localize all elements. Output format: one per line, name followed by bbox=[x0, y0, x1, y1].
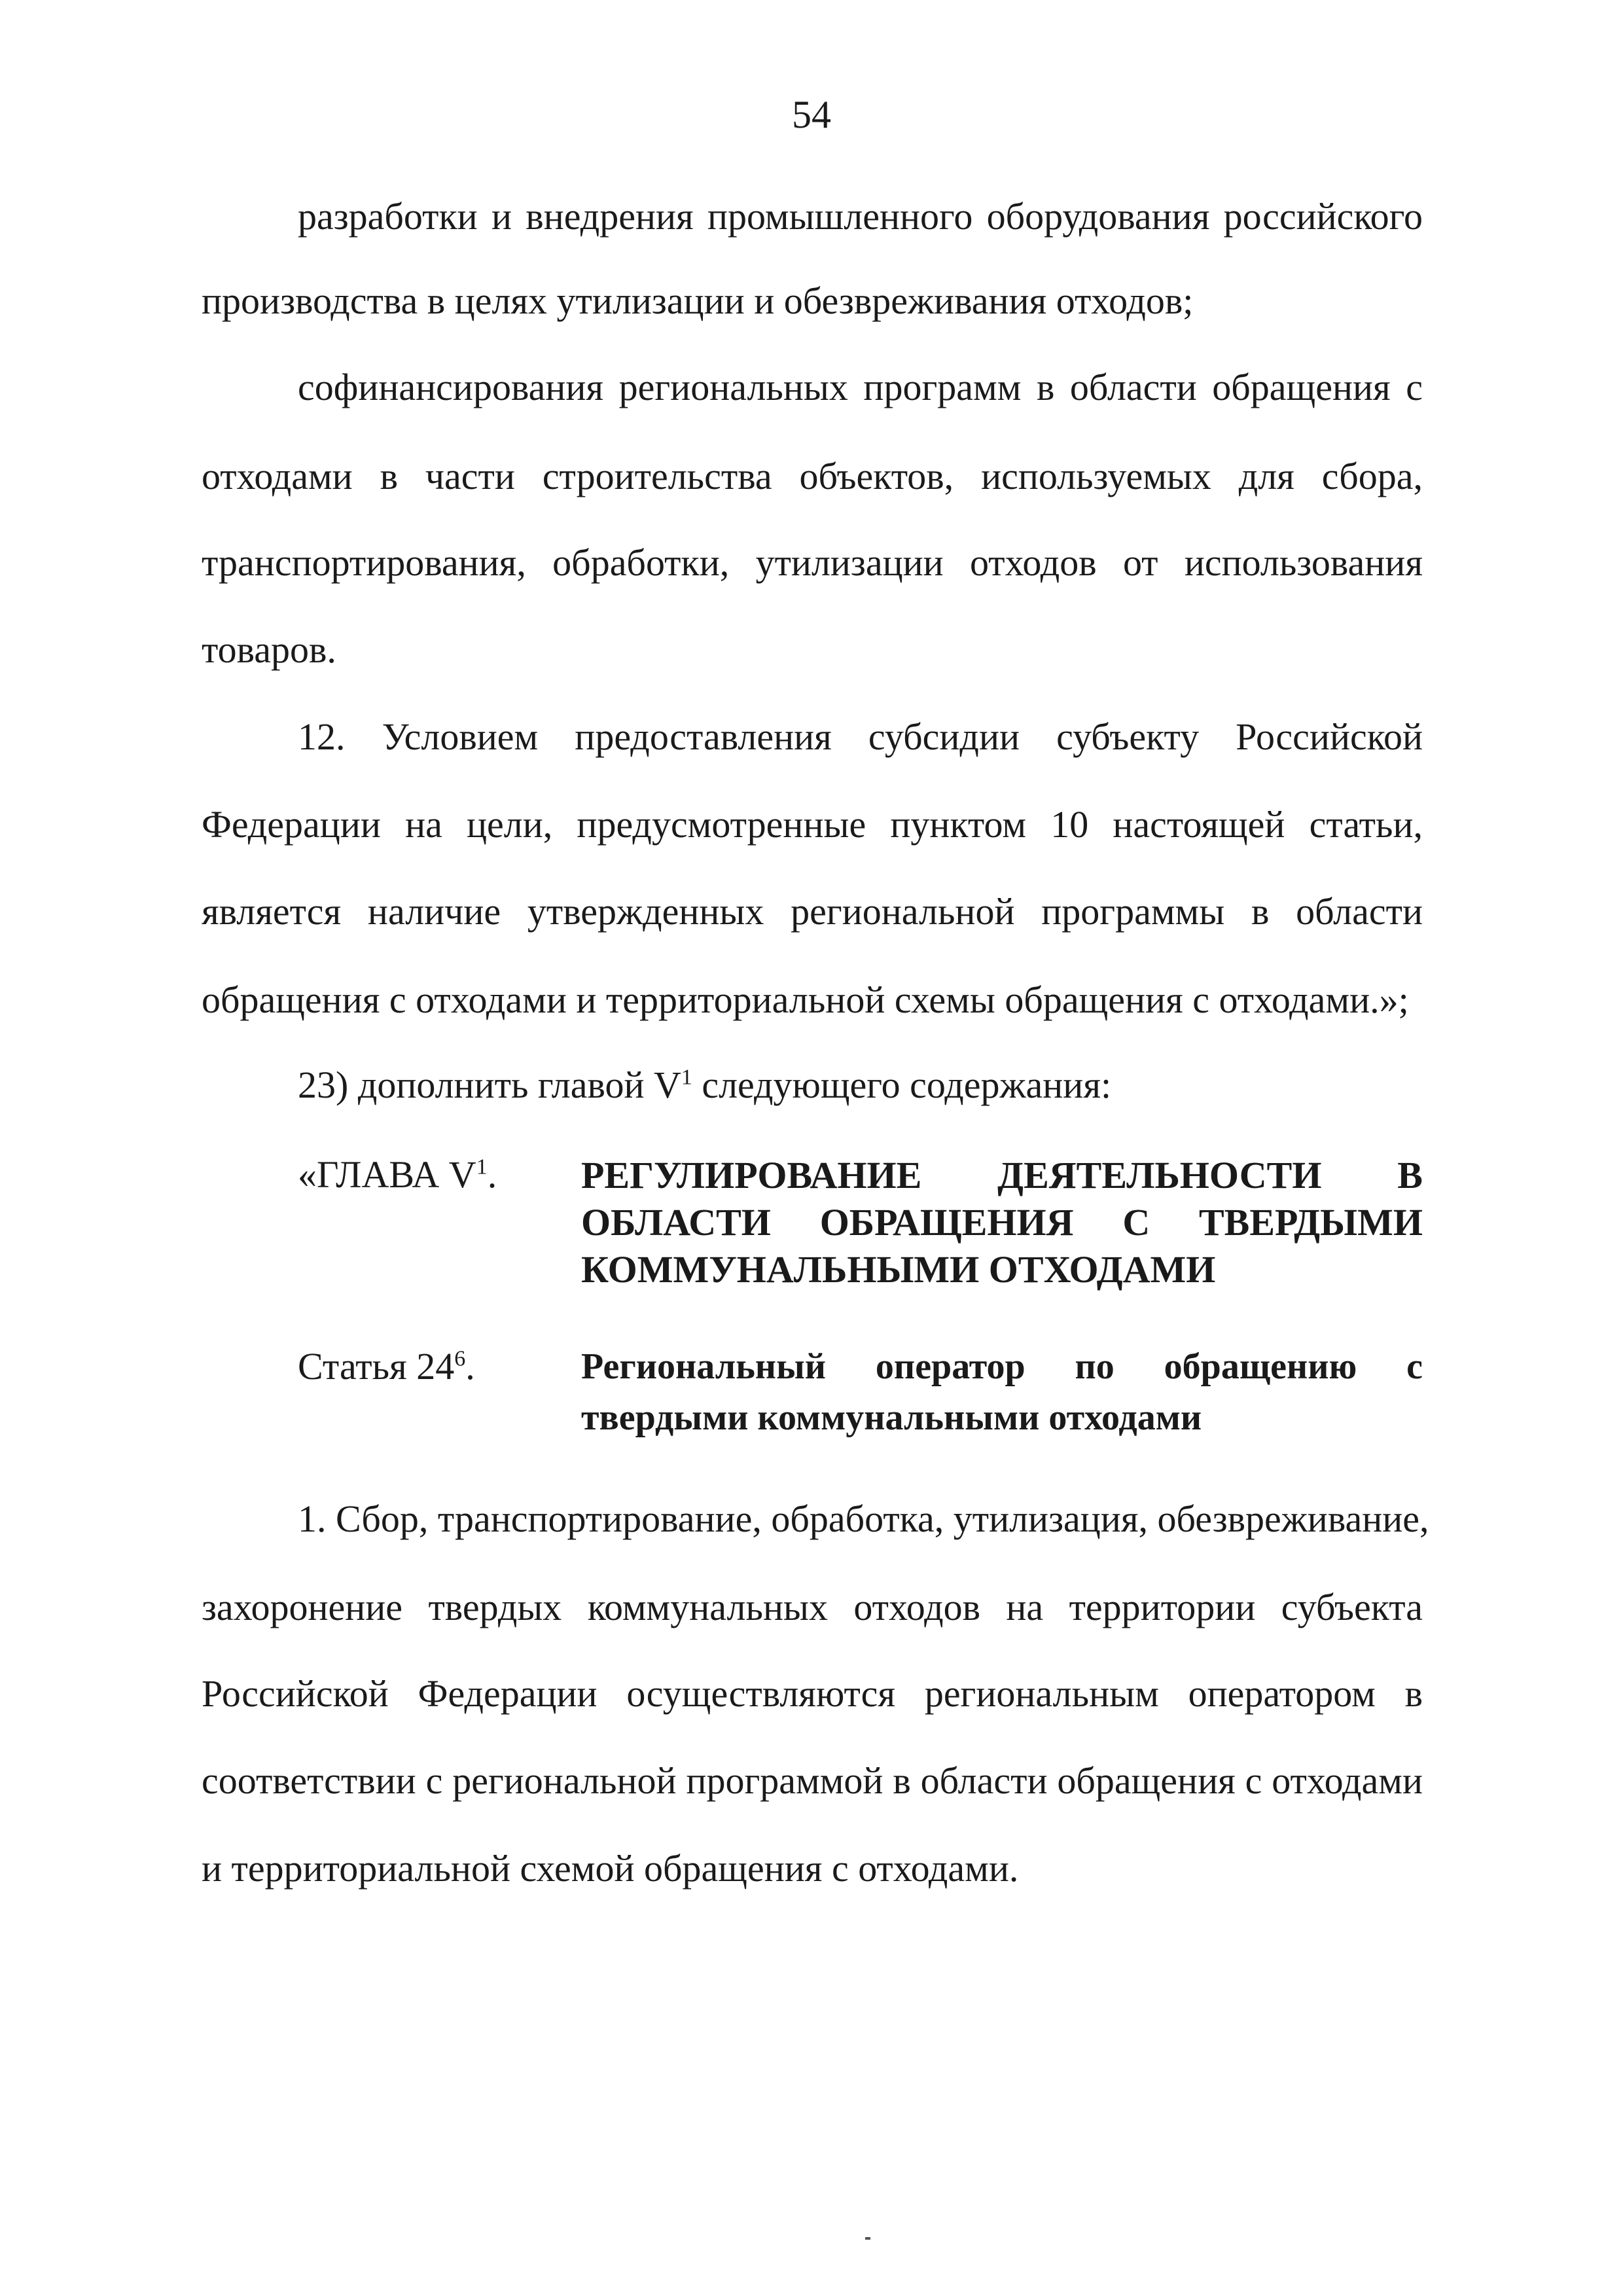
paragraph-3-line-2: Федерации на цели, предусмотренные пунктом 10 настоящей статьи, bbox=[202, 803, 1423, 846]
paragraph-3-line-3: является наличие утвержденных региональной программы в области bbox=[202, 890, 1423, 933]
paragraph-4 bbox=[298, 1060, 1423, 1110]
scan-mark bbox=[865, 2237, 870, 2240]
chapter-label-suffix: . bbox=[487, 1153, 497, 1196]
article-label-prefix: Статья 24 bbox=[298, 1345, 455, 1388]
paragraph-4-superscript: 1 bbox=[681, 1065, 692, 1090]
paragraph-2-line-2: отходами в части строительства объектов, используемых для сбора, bbox=[202, 455, 1423, 497]
chapter-label-prefix: «ГЛАВА V bbox=[298, 1153, 476, 1196]
paragraph-3-line-4: обращения с отходами и территориальной схемы обращения с отходами.»; bbox=[202, 978, 1409, 1021]
chapter-label-superscript: 1 bbox=[476, 1155, 488, 1179]
chapter-title-line-2: ОБЛАСТИ ОБРАЩЕНИЯ С ТВЕРДЫМИ bbox=[581, 1201, 1423, 1244]
paragraph-1-line-2: производства в целях утилизации и обезвреживания отходов; bbox=[202, 279, 1194, 322]
article-label bbox=[298, 1344, 475, 1390]
article-label-suffix: . bbox=[465, 1345, 475, 1388]
article-title-line-1: Региональный оператор по обращению с bbox=[581, 1346, 1423, 1387]
page-number: 54 bbox=[792, 93, 831, 136]
paragraph-4-after: следующего содержания: bbox=[692, 1064, 1112, 1106]
chapter-title-line-3: КОММУНАЛЬНЫМИ ОТХОДАМИ bbox=[581, 1248, 1216, 1291]
paragraph-1-line-1: разработки и внедрения промышленного оборудования российского bbox=[298, 195, 1423, 238]
article-title-line-2: твердыми коммунальными отходами bbox=[581, 1397, 1202, 1438]
paragraph-5-line-1: 1. Сбор, транспортирование, обработка, утилизация, обезвреживание, bbox=[298, 1498, 1429, 1540]
paragraph-2-line-3: транспортирования, обработки, утилизации отходов от использования bbox=[202, 541, 1423, 584]
paragraph-5-line-2: захоронение твердых коммунальных отходов на территории субъекта bbox=[202, 1586, 1423, 1628]
paragraph-3-line-1: 12. Условием предоставления субсидии субъекту Российской bbox=[298, 715, 1423, 758]
chapter-title-line-1: РЕГУЛИРОВАНИЕ ДЕЯТЕЛЬНОСТИ В bbox=[581, 1154, 1423, 1196]
paragraph-2-line-1: софинансирования региональных программ в области обращения с bbox=[298, 366, 1423, 408]
paragraph-5-line-4: соответствии с региональной программой в области обращения с отходами bbox=[202, 1759, 1423, 1802]
chapter-label bbox=[298, 1152, 497, 1198]
paragraph-5-line-3: Российской Федерации осуществляются региональным оператором в bbox=[202, 1672, 1423, 1715]
paragraph-4-before: 23) дополнить главой V bbox=[298, 1064, 681, 1106]
article-label-superscript: 6 bbox=[454, 1346, 466, 1371]
paragraph-2-line-4: товаров. bbox=[202, 628, 336, 671]
paragraph-5-line-5: и территориальной схемой обращения с отходами. bbox=[202, 1847, 1019, 1890]
